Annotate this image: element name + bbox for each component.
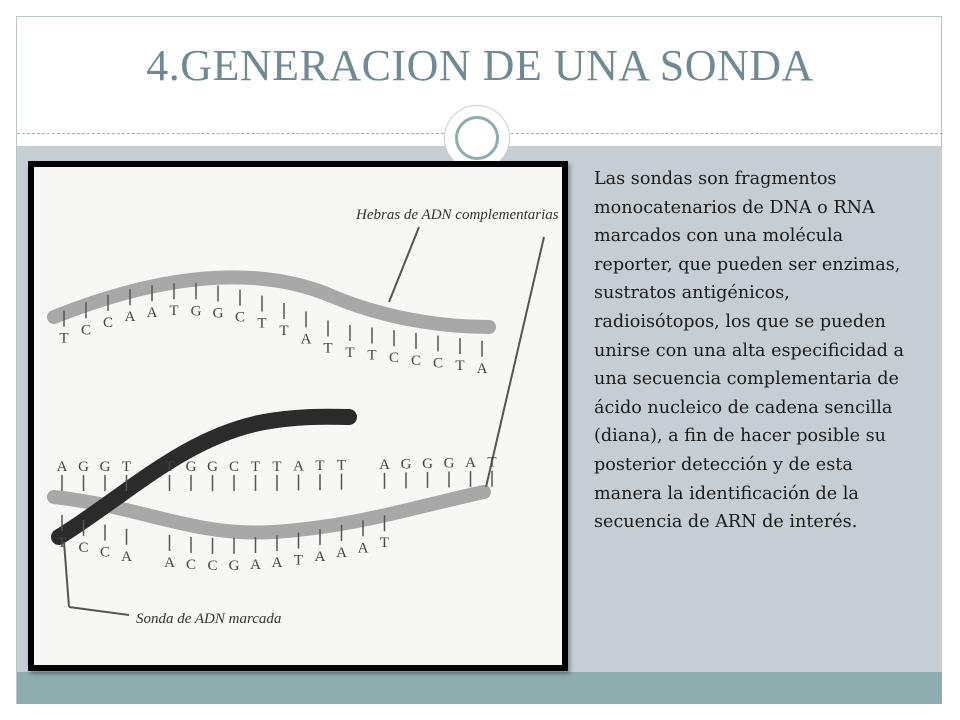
lower-bottom-base: G — [228, 557, 240, 574]
lower-bottom-base: C — [78, 539, 89, 556]
slide-title: 4.GENERACION DE UNA SONDA — [146, 41, 814, 90]
upper-base: C — [432, 355, 444, 372]
upper-base: C — [102, 315, 114, 332]
upper-base: T — [455, 358, 465, 375]
upper-base: C — [80, 322, 92, 339]
lower-top-base: T — [121, 459, 132, 475]
lower-top-base: G — [78, 459, 89, 475]
upper-base: A — [124, 309, 136, 326]
lower-top-base: A — [293, 458, 304, 475]
lower-bottom-base: A — [357, 540, 369, 557]
lower-bottom-base: A — [271, 555, 283, 572]
upper-base: T — [257, 315, 267, 332]
lower-top-base: T — [487, 454, 497, 471]
lower-top-base: T — [336, 457, 347, 474]
upper-base: T — [345, 344, 355, 361]
lower-top-base: T — [164, 459, 175, 475]
upper-base: G — [190, 303, 202, 320]
upper-base: A — [476, 360, 488, 377]
upper-base: T — [59, 330, 69, 347]
upper-base: A — [146, 305, 158, 322]
upper-base: T — [323, 340, 333, 357]
lower-top-base: T — [272, 458, 282, 475]
upper-base: A — [300, 331, 312, 348]
upper-base: C — [234, 309, 246, 326]
lower-top-base: A — [465, 455, 476, 472]
lower-bottom-base: T — [57, 534, 67, 551]
ring-icon — [455, 116, 499, 160]
upper-base: C — [388, 350, 400, 367]
lower-bottom-base: A — [121, 548, 132, 565]
lower-top-base: G — [443, 455, 455, 472]
lower-bottom-base: A — [314, 549, 326, 566]
lower-bottom-base: C — [185, 556, 197, 573]
lower-top-base: G — [400, 456, 412, 473]
lower-bottom-base: A — [250, 556, 261, 573]
label-labeled-probe: Sonda de ADN marcada — [136, 611, 282, 627]
lower-bottom-base: C — [99, 544, 111, 561]
lower-top-base: G — [99, 459, 111, 475]
lower-top-base: G — [422, 455, 433, 472]
upper-base: T — [169, 303, 179, 320]
lower-top-base: G — [207, 459, 218, 475]
lower-bottom-base: T — [293, 552, 304, 569]
lower-top-base: T — [250, 459, 261, 475]
lower-top-base: A — [379, 456, 390, 473]
slide-body-text: Las sondas son fragmentos monocatenarios de DNA o RNA marcados con una molécula reporter, que pueden ser enzimas, sustratos antigénicos, radioisótopos, los que se pueden unirse con una alta especificidad a una secuencia complementaria de ácido nucleico de cadena sencilla (diana), a fin de hacer posible su posterior detección y de esta manera la identificación de la secuencia de ARN de interés. — [594, 169, 905, 533]
footer-bar — [17, 672, 942, 704]
lower-bottom-base: A — [336, 544, 347, 561]
upper-base: C — [410, 352, 422, 369]
lower-bottom-base: T — [379, 535, 390, 552]
label-complementary-strands: Hebras de ADN complementarias — [356, 207, 559, 223]
lower-top-base: C — [228, 459, 240, 475]
lower-bottom-base: A — [164, 555, 175, 572]
upper-base: T — [367, 347, 377, 364]
lower-bottom-base: C — [207, 557, 218, 574]
lower-top-base: A — [56, 459, 68, 475]
lower-top-base: T — [315, 458, 325, 475]
upper-base: G — [212, 305, 224, 322]
upper-base: T — [279, 323, 289, 339]
lower-top-base: G — [185, 459, 197, 475]
dna-diagram — [34, 167, 562, 665]
dna-probe-figure — [28, 161, 568, 671]
